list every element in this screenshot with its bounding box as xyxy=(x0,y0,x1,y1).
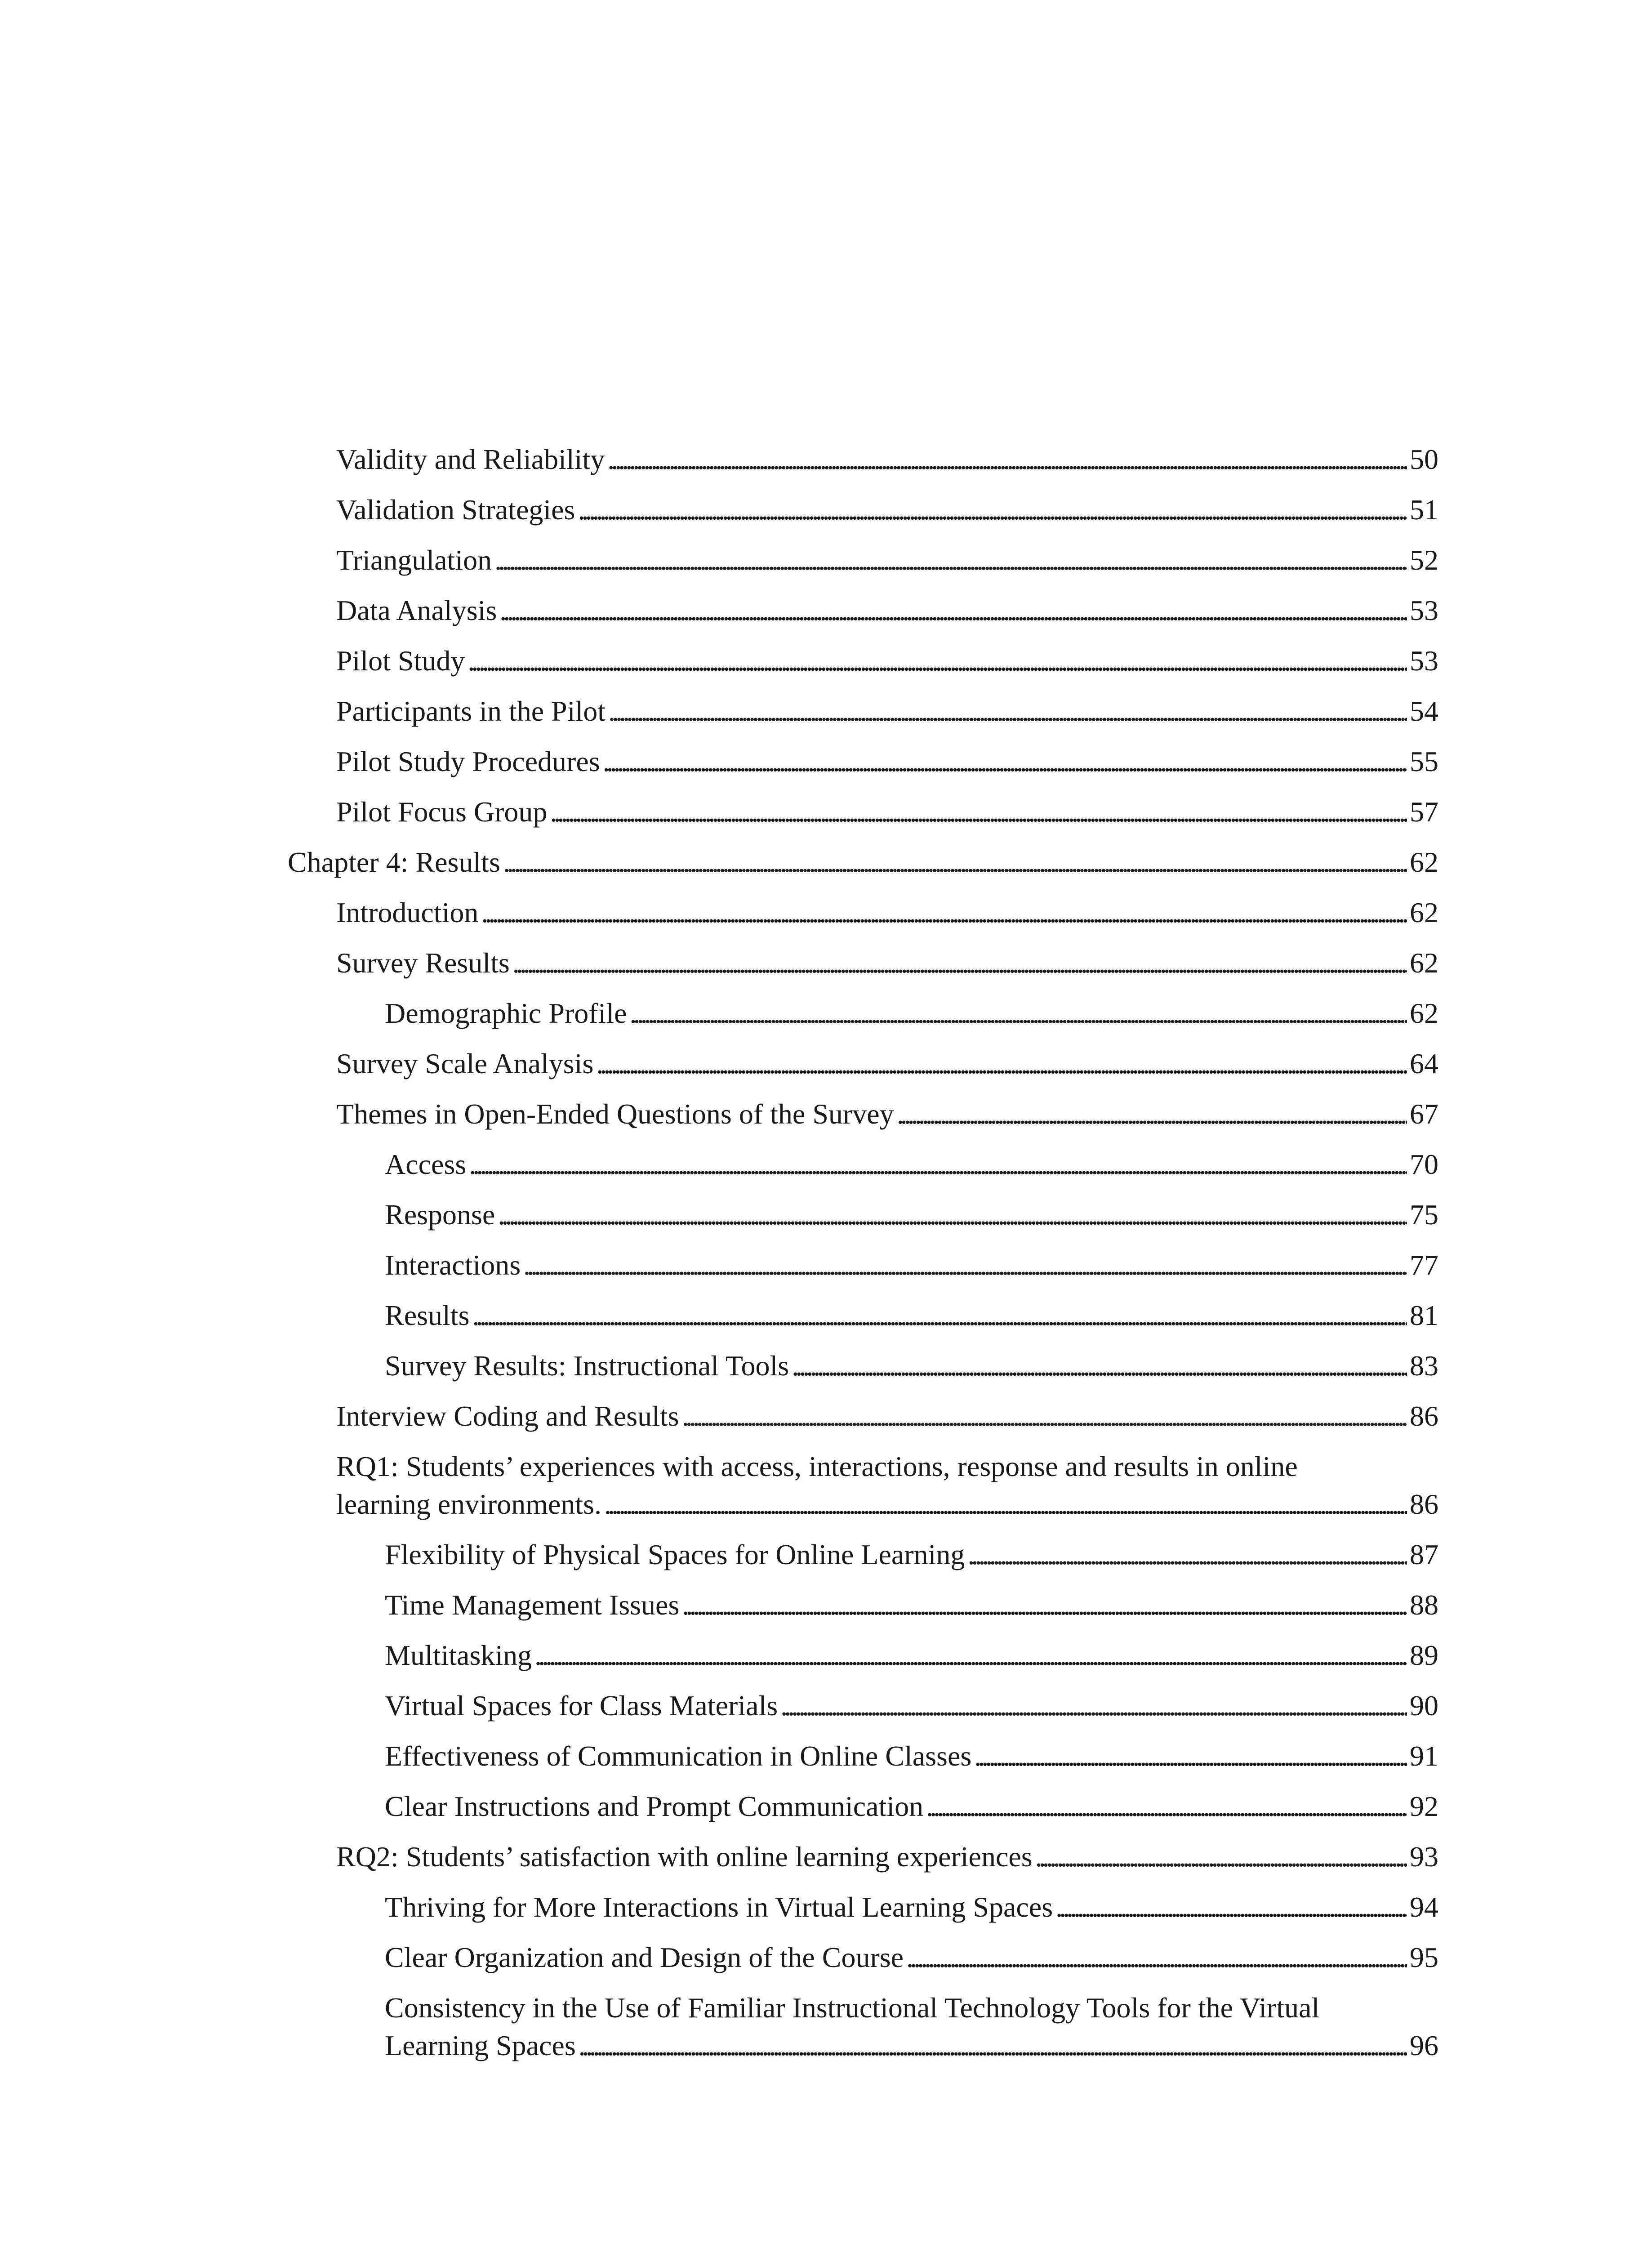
toc-entry-line xyxy=(385,1939,1438,1976)
toc-entry[interactable] xyxy=(288,793,1438,831)
toc-entry-page-number: 89 xyxy=(1410,1639,1438,1671)
toc-entry-line xyxy=(336,1095,1438,1133)
toc-entry-line xyxy=(385,1586,1438,1624)
toc-entry[interactable] xyxy=(288,491,1438,529)
toc-entry-page-number: 92 xyxy=(1410,1790,1438,1822)
toc-entry-line xyxy=(336,944,1438,982)
toc-entry-line xyxy=(385,1297,1438,1334)
toc-entry-title: Time Management Issues xyxy=(385,1589,680,1621)
toc-entry-page-number: 53 xyxy=(1410,645,1438,677)
toc-entry[interactable] xyxy=(288,1687,1438,1725)
dot-leader xyxy=(792,1347,1407,1385)
toc-entry[interactable] xyxy=(288,1297,1438,1334)
toc-entry-title: Pilot Study xyxy=(336,645,465,677)
toc-entry-line xyxy=(336,441,1438,478)
dot-leader xyxy=(682,1397,1407,1435)
toc-entry-title: Chapter 4: Results xyxy=(288,846,500,878)
toc-entry-page-number: 75 xyxy=(1410,1199,1438,1231)
dot-leader xyxy=(607,441,1407,478)
toc-entry-page-number: 64 xyxy=(1410,1048,1438,1079)
dot-leader xyxy=(512,944,1407,982)
toc-entry-line xyxy=(385,1146,1438,1183)
toc-entry[interactable] xyxy=(288,894,1438,932)
toc-entry-line xyxy=(336,1045,1438,1083)
toc-entry-page-number: 91 xyxy=(1410,1740,1438,1772)
dot-leader xyxy=(498,1196,1407,1234)
dot-leader xyxy=(608,692,1407,730)
toc-entry-line xyxy=(336,1397,1438,1435)
toc-entry-title: Triangulation xyxy=(336,544,492,576)
toc-entry[interactable] xyxy=(288,1448,1438,1523)
toc-entry[interactable] xyxy=(288,1347,1438,1385)
toc-entry-line xyxy=(385,1888,1438,1926)
toc-entry-line xyxy=(385,1246,1438,1284)
toc-entry-line xyxy=(385,1737,1438,1775)
toc-entry[interactable] xyxy=(288,592,1438,629)
toc-entry-page-number: 90 xyxy=(1410,1690,1438,1722)
toc-entry-title: Thriving for More Interactions in Virtual Learning Spaces xyxy=(385,1891,1053,1923)
toc-entry-title: Clear Instructions and Prompt Communication xyxy=(385,1790,924,1822)
toc-entry-title: Virtual Spaces for Class Materials xyxy=(385,1690,778,1722)
toc-entry-title: Introduction xyxy=(336,897,479,928)
toc-entry-title: Learning Spaces xyxy=(385,2029,576,2061)
toc-entry-page-number: 62 xyxy=(1410,947,1438,979)
toc-entry[interactable] xyxy=(288,1146,1438,1183)
toc-entry-line xyxy=(385,1347,1438,1385)
toc-entry-title: Multitasking xyxy=(385,1639,532,1671)
toc-entry-line xyxy=(288,843,1438,881)
toc-entry-page-number: 94 xyxy=(1410,1891,1438,1923)
toc-entry-page-number: 62 xyxy=(1410,997,1438,1029)
dot-leader xyxy=(503,843,1407,881)
toc-entry-line xyxy=(336,692,1438,730)
toc-entry-title: Demographic Profile xyxy=(385,997,627,1029)
toc-entry-line xyxy=(385,995,1438,1032)
toc-entry[interactable] xyxy=(288,642,1438,680)
toc-entry-page-number: 51 xyxy=(1410,494,1438,526)
toc-entry-page-number: 57 xyxy=(1410,796,1438,828)
toc-entry-page-number: 55 xyxy=(1410,745,1438,777)
dot-leader xyxy=(974,1737,1407,1775)
toc-entry-line xyxy=(385,1196,1438,1234)
toc-entry-title-line1: RQ1: Students’ experiences with access, interactions, response and results in online xyxy=(336,1450,1298,1482)
toc-entry[interactable] xyxy=(288,1095,1438,1133)
toc-entry[interactable] xyxy=(288,743,1438,781)
toc-entry-page-number: 54 xyxy=(1410,695,1438,727)
dot-leader xyxy=(550,793,1407,831)
toc-entry[interactable] xyxy=(288,1888,1438,1926)
dot-leader xyxy=(494,541,1407,579)
toc-entry[interactable] xyxy=(288,1045,1438,1083)
dot-leader xyxy=(604,1485,1407,1523)
toc-entry-title-line1: Consistency in the Use of Familiar Instructional Technology Tools for the Virtual xyxy=(385,1992,1320,2024)
dot-leader xyxy=(1035,1838,1407,1876)
dot-leader xyxy=(472,1297,1407,1334)
toc-entry-page-number: 62 xyxy=(1410,897,1438,928)
toc-entry-title: Themes in Open-Ended Questions of the Survey xyxy=(336,1098,894,1130)
dot-leader xyxy=(469,1146,1407,1183)
toc-entry-title: learning environments. xyxy=(336,1488,602,1520)
dot-leader xyxy=(682,1586,1407,1624)
dot-leader xyxy=(780,1687,1407,1725)
dot-leader xyxy=(1055,1888,1407,1926)
toc-entry-line xyxy=(336,894,1438,932)
toc-entry[interactable] xyxy=(288,1637,1438,1674)
toc-entry-title: Survey Results: Instructional Tools xyxy=(385,1350,789,1382)
toc-entry-line xyxy=(336,743,1438,781)
toc-entry-page-number: 67 xyxy=(1410,1098,1438,1130)
toc-entry[interactable] xyxy=(288,1989,1438,2065)
toc-entry-page-number: 53 xyxy=(1410,594,1438,626)
toc-entry-line xyxy=(385,1536,1438,1574)
toc-entry[interactable] xyxy=(288,843,1438,881)
toc-entry-title: Results xyxy=(385,1299,470,1331)
toc-entry-line xyxy=(336,1485,1438,1523)
toc-entry-title: Flexibility of Physical Spaces for Online Learning xyxy=(385,1539,965,1570)
toc-entry-page-number: 50 xyxy=(1410,443,1438,475)
toc-entry-title: Interactions xyxy=(385,1249,521,1281)
dot-leader xyxy=(579,2027,1407,2065)
toc-entry-title: Access xyxy=(385,1148,467,1180)
toc-entry-title: Clear Organization and Design of the Course xyxy=(385,1941,904,1973)
toc-entry-line xyxy=(336,793,1438,831)
dot-leader xyxy=(534,1637,1407,1674)
dot-leader xyxy=(603,743,1407,781)
toc-entry-title: Survey Scale Analysis xyxy=(336,1048,594,1079)
toc-entry-page-number: 93 xyxy=(1410,1841,1438,1873)
toc-entry-page-number: 88 xyxy=(1410,1589,1438,1621)
toc-entry-line xyxy=(336,541,1438,579)
toc-entry[interactable] xyxy=(288,1788,1438,1825)
toc-entry-line xyxy=(385,2027,1438,2065)
toc-entry[interactable] xyxy=(288,995,1438,1032)
toc-entry-line xyxy=(336,491,1438,529)
toc-entry-page-number: 62 xyxy=(1410,846,1438,878)
toc-entry-title: Pilot Study Procedures xyxy=(336,745,600,777)
toc-entry-title: Participants in the Pilot xyxy=(336,695,606,727)
toc-entry-line xyxy=(385,1637,1438,1674)
toc-entry-line xyxy=(336,1838,1438,1876)
toc-entry-page-number: 86 xyxy=(1410,1400,1438,1432)
toc-entry[interactable] xyxy=(288,1196,1438,1234)
toc-entry-page-number: 81 xyxy=(1410,1299,1438,1331)
toc-entry[interactable] xyxy=(288,1737,1438,1775)
toc-entry-title: Validation Strategies xyxy=(336,494,575,526)
toc-entry[interactable] xyxy=(288,692,1438,730)
toc-entry-line xyxy=(336,592,1438,629)
toc-entry[interactable] xyxy=(288,1838,1438,1876)
toc-entry-page-number: 70 xyxy=(1410,1148,1438,1180)
dot-leader xyxy=(926,1788,1407,1825)
dot-leader xyxy=(578,491,1407,529)
toc-entry-title: RQ2: Students’ satisfaction with online learning experiences xyxy=(336,1841,1033,1873)
toc-entry-page-number: 86 xyxy=(1410,1488,1438,1520)
toc-entry[interactable] xyxy=(288,1246,1438,1284)
toc-entry-title: Survey Results xyxy=(336,947,510,979)
toc-entry[interactable] xyxy=(288,1397,1438,1435)
dot-leader xyxy=(468,642,1407,680)
toc-entry-page-number: 87 xyxy=(1410,1539,1438,1570)
toc-entry[interactable] xyxy=(288,944,1438,982)
dot-leader xyxy=(523,1246,1407,1284)
dot-leader xyxy=(481,894,1407,932)
dot-leader xyxy=(596,1045,1407,1083)
toc-entry[interactable] xyxy=(288,541,1438,579)
toc-entry-title: Validity and Reliability xyxy=(336,443,605,475)
toc-entry-title: Interview Coding and Results xyxy=(336,1400,679,1432)
toc-entry-line xyxy=(385,1687,1438,1725)
toc-entry[interactable] xyxy=(288,1939,1438,1976)
dot-leader xyxy=(967,1536,1407,1574)
toc-entry-title: Response xyxy=(385,1199,495,1231)
table-of-contents xyxy=(288,441,1438,2077)
dot-leader xyxy=(499,592,1407,629)
dot-leader xyxy=(630,995,1407,1032)
toc-entry-page-number: 95 xyxy=(1410,1941,1438,1973)
dot-leader xyxy=(906,1939,1407,1976)
toc-entry[interactable] xyxy=(288,441,1438,478)
toc-entry-title: Data Analysis xyxy=(336,594,497,626)
toc-entry[interactable] xyxy=(288,1586,1438,1624)
toc-entry-page-number: 83 xyxy=(1410,1350,1438,1382)
toc-entry-title: Effectiveness of Communication in Online Classes xyxy=(385,1740,972,1772)
toc-entry-page-number: 77 xyxy=(1410,1249,1438,1281)
toc-entry-title: Pilot Focus Group xyxy=(336,796,548,828)
toc-entry[interactable] xyxy=(288,1536,1438,1574)
toc-entry-line xyxy=(385,1788,1438,1825)
toc-entry-line xyxy=(336,642,1438,680)
toc-entry-page-number: 52 xyxy=(1410,544,1438,576)
toc-entry-page-number: 96 xyxy=(1410,2029,1438,2061)
dot-leader xyxy=(897,1095,1407,1133)
